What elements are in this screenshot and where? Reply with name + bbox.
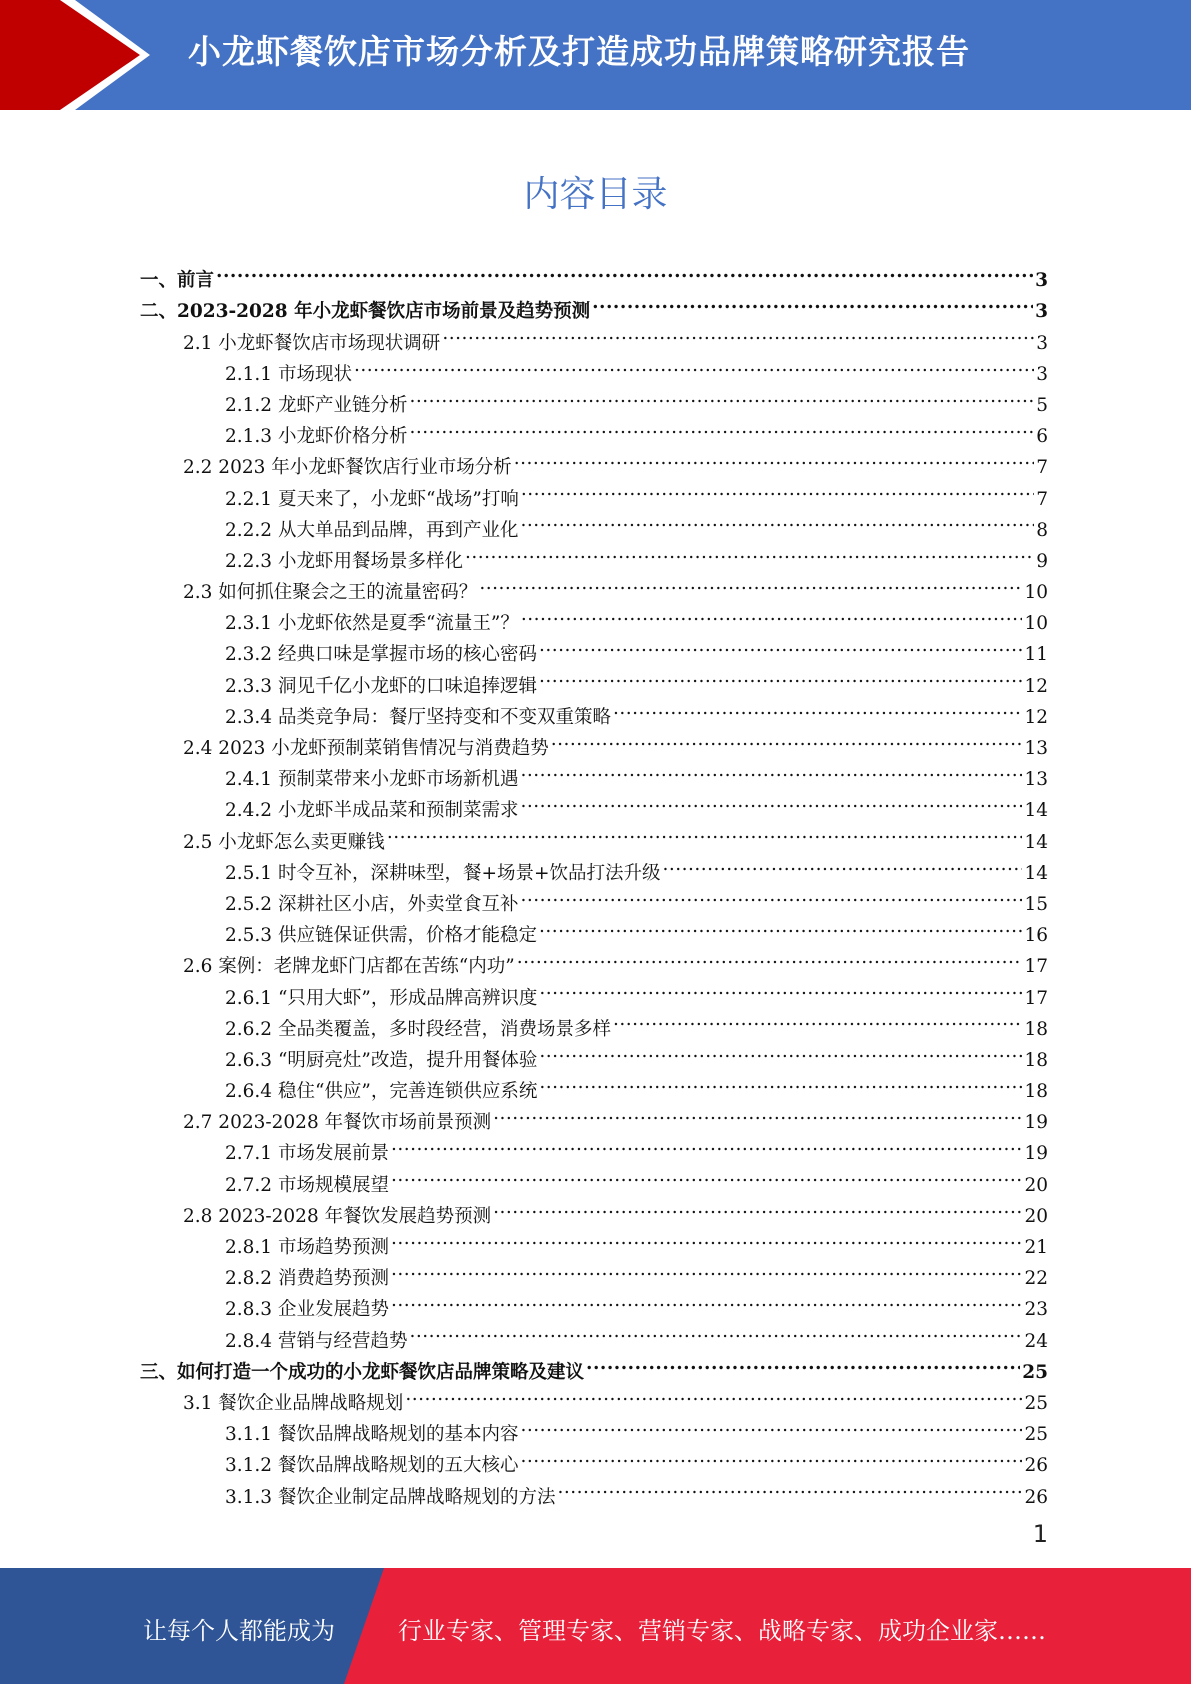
toc-entry-label: 2.4.1 预制菜带来小龙虾市场新机遇 bbox=[225, 769, 519, 791]
toc-entry-label: 2.8.4 营销与经营趋势 bbox=[225, 1330, 408, 1352]
header-banner bbox=[0, 0, 1191, 110]
toc-leader-dots bbox=[391, 1284, 1022, 1315]
toc-leader-dots bbox=[520, 1440, 1022, 1471]
toc-leader-dots bbox=[539, 660, 1022, 691]
toc-entry-page: 7 bbox=[1036, 488, 1048, 510]
toc-entry-label: 2.5 小龙虾怎么卖更赚钱 bbox=[183, 831, 385, 853]
toc-leader-dots bbox=[493, 1191, 1022, 1222]
toc-entry-page: 17 bbox=[1024, 987, 1048, 1009]
toc-entry-page: 3 bbox=[1035, 301, 1048, 323]
toc-entry-page: 18 bbox=[1024, 1049, 1048, 1071]
toc-leader-dots bbox=[387, 816, 1023, 847]
toc-entry-page: 25 bbox=[1024, 1424, 1048, 1446]
toc-entry-page: 20 bbox=[1024, 1205, 1048, 1227]
toc-leader-dots bbox=[465, 536, 1034, 567]
toc-leader-dots bbox=[409, 380, 1034, 411]
toc-leader-dots bbox=[493, 1097, 1022, 1128]
toc-entry-label: 2.5.1 时令互补，深耕味型，餐+场景+饮品打法升级 bbox=[225, 862, 661, 884]
toc-entry-page: 5 bbox=[1036, 394, 1048, 416]
toc-leader-dots bbox=[216, 255, 1033, 286]
toc-leader-dots bbox=[391, 1159, 1022, 1190]
toc-entry-page: 14 bbox=[1024, 831, 1048, 853]
toc-entry-label: 2.1.2 龙虾产业链分析 bbox=[225, 394, 408, 416]
toc-entry-page: 26 bbox=[1024, 1455, 1048, 1477]
toc-leader-dots bbox=[539, 629, 1022, 660]
toc-leader-dots bbox=[557, 1471, 1022, 1502]
toc-entry-label: 3.1.3 餐饮企业制定品牌战略规划的方法 bbox=[225, 1486, 556, 1508]
toc-entry-page: 21 bbox=[1024, 1237, 1048, 1258]
toc-entry-label: 2.3.3 洞见千亿小龙虾的口味追捧逻辑 bbox=[225, 675, 537, 697]
toc-entry-label: 2.3 如何抓住聚会之王的流量密码？ bbox=[183, 582, 478, 604]
toc-heading: 内容目录 bbox=[523, 174, 668, 215]
toc-entry-page: 6 bbox=[1036, 426, 1048, 448]
toc-leader-dots bbox=[662, 848, 1022, 879]
toc-entry-label: 2.4 2023 小龙虾预制菜销售情况与消费趋势 bbox=[183, 738, 549, 759]
toc-entry-page: 25 bbox=[1022, 1361, 1048, 1383]
toc-entry-page: 10 bbox=[1024, 613, 1048, 635]
toc-entry-page: 16 bbox=[1024, 925, 1048, 947]
toc-leader-dots bbox=[586, 1347, 1020, 1378]
toc-entry-page: 3 bbox=[1036, 363, 1048, 385]
page-number: 1 bbox=[1032, 1520, 1048, 1548]
toc-entry-page: 22 bbox=[1024, 1268, 1048, 1290]
toc-entry-page: 11 bbox=[1024, 644, 1048, 666]
toc-entry-page: 19 bbox=[1024, 1112, 1048, 1134]
toc-entry-label: 2.3.4 品类竞争局：餐厅坚持变和不变双重策略 bbox=[225, 706, 611, 728]
toc-entry-label: 2.2.1 夏天来了，小龙虾“战场”打响 bbox=[225, 488, 519, 510]
toc-leader-dots bbox=[479, 567, 1022, 598]
toc-leader-dots bbox=[391, 1253, 1022, 1284]
toc-leader-dots bbox=[520, 785, 1022, 816]
toc-entry-label: 三、如何打造一个成功的小龙虾餐饮店品牌策略及建议 bbox=[140, 1361, 585, 1383]
toc-leader-dots bbox=[539, 972, 1022, 1003]
toc-leader-dots bbox=[354, 349, 1034, 380]
toc-entry-page: 10 bbox=[1024, 582, 1048, 604]
toc-entry-page: 26 bbox=[1024, 1486, 1048, 1508]
toc-entry-page: 25 bbox=[1024, 1392, 1048, 1414]
toc-entry-label: 2.3.2 经典口味是掌握市场的核心密码 bbox=[225, 644, 537, 666]
toc-entry-page: 17 bbox=[1024, 956, 1048, 978]
toc-entry-label: 3.1.2 餐饮品牌战略规划的五大核心 bbox=[225, 1455, 519, 1477]
toc-leader-dots bbox=[521, 473, 1034, 504]
toc-leader-dots bbox=[613, 692, 1022, 723]
toc-leader-dots bbox=[551, 723, 1023, 754]
toc-entry-label: 2.4.2 小龙虾半成品菜和预制菜需求 bbox=[225, 800, 519, 822]
toc-entry-label: 一、前言 bbox=[140, 270, 215, 292]
toc-entry-label: 2.8.1 市场趋势预测 bbox=[225, 1237, 389, 1258]
toc-leader-dots bbox=[442, 317, 1034, 348]
toc-entry-page: 13 bbox=[1024, 738, 1048, 759]
toc-entry-label: 2.7.1 市场发展前景 bbox=[225, 1143, 389, 1165]
toc-leader-dots bbox=[520, 1409, 1022, 1440]
toc-entry-label: 2.6.1 “只用大虾”，形成品牌高辨识度 bbox=[225, 987, 538, 1009]
toc-entry-label: 2.7 2023-2028 年餐饮市场前景预测 bbox=[183, 1112, 492, 1134]
footer-slogan-right: 行业专家、管理专家、营销专家、战略专家、成功企业家…… bbox=[398, 1617, 1046, 1645]
toc-leader-dots bbox=[613, 1004, 1022, 1035]
header-arrow-decoration bbox=[0, 0, 150, 110]
toc-entry-page: 18 bbox=[1024, 1018, 1048, 1040]
toc-entry-label: 二、2023-2028 年小龙虾餐饮店市场前景及趋势预测 bbox=[140, 301, 591, 323]
toc-leader-dots bbox=[409, 411, 1034, 442]
toc-entry-label: 2.6 案例：老牌龙虾门店都在苦练“内功” bbox=[183, 956, 515, 978]
toc-entry-page: 20 bbox=[1024, 1174, 1048, 1196]
toc-entry-label: 2.6.3 “明厨亮灶”改造，提升用餐体验 bbox=[225, 1049, 538, 1071]
toc-entry-label: 3.1.1 餐饮品牌战略规划的基本内容 bbox=[225, 1424, 519, 1446]
toc-entry-page: 14 bbox=[1024, 862, 1048, 884]
toc-leader-dots bbox=[520, 754, 1022, 785]
toc-entry-label: 2.5.2 深耕社区小店，外卖堂食互补 bbox=[225, 893, 519, 915]
toc-entry-page: 23 bbox=[1024, 1299, 1048, 1321]
toc-entry-label: 2.2 2023 年小龙虾餐饮店行业市场分析 bbox=[183, 457, 512, 479]
toc-entry-label: 2.2.2 从大单品到品牌，再到产业化 bbox=[225, 519, 519, 541]
toc-leader-dots bbox=[592, 286, 1033, 317]
toc-entry-label: 2.1 小龙虾餐饮店市场现状调研 bbox=[183, 332, 441, 354]
toc-entry[interactable] bbox=[140, 286, 1048, 323]
toc-entry-label: 2.5.3 供应链保证供需，价格才能稳定 bbox=[225, 925, 537, 947]
toc-entry-label: 3.1 餐饮企业品牌战略规划 bbox=[183, 1392, 404, 1414]
report-title: 小龙虾餐饮店市场分析及打造成功品牌策略研究报告 bbox=[188, 32, 970, 71]
toc-entry-page: 13 bbox=[1024, 769, 1048, 791]
toc-entry-label: 2.1.1 市场现状 bbox=[225, 363, 352, 385]
toc-entry-page: 7 bbox=[1036, 457, 1048, 479]
toc-entry-page: 3 bbox=[1035, 270, 1048, 292]
toc-entry-page: 18 bbox=[1024, 1081, 1048, 1103]
toc-leader-dots bbox=[521, 598, 1023, 629]
toc-entry-label: 2.2.3 小龙虾用餐场景多样化 bbox=[225, 550, 463, 572]
toc-entry-page: 24 bbox=[1024, 1330, 1048, 1352]
toc-entry-label: 2.6.4 稳住“供应”，完善连锁供应系统 bbox=[225, 1081, 538, 1103]
toc-entry-page: 3 bbox=[1036, 332, 1048, 354]
toc-entry-label: 2.7.2 市场规模展望 bbox=[225, 1174, 389, 1196]
toc-entry-label: 2.8.2 消费趋势预测 bbox=[225, 1268, 389, 1290]
toc-leader-dots bbox=[539, 910, 1022, 941]
toc-entry-page: 12 bbox=[1024, 706, 1048, 728]
toc-entry-label: 2.6.2 全品类覆盖，多时段经营，消费场景多样 bbox=[225, 1018, 611, 1040]
toc-entry-label: 2.8.3 企业发展趋势 bbox=[225, 1299, 389, 1321]
toc-leader-dots bbox=[520, 505, 1034, 536]
toc-leader-dots bbox=[391, 1222, 1022, 1253]
toc-leader-dots bbox=[409, 1315, 1022, 1346]
toc-leader-dots bbox=[539, 1066, 1022, 1097]
toc-entry[interactable] bbox=[140, 255, 1048, 292]
footer-banner bbox=[0, 1568, 1191, 1684]
table-of-contents bbox=[140, 255, 1048, 1508]
toc-leader-dots bbox=[517, 941, 1023, 972]
toc-entry-label: 2.1.3 小龙虾价格分析 bbox=[225, 426, 408, 448]
toc-leader-dots bbox=[514, 442, 1034, 473]
toc-entry-page: 9 bbox=[1036, 550, 1048, 572]
toc-entry-page: 14 bbox=[1024, 800, 1048, 822]
toc-leader-dots bbox=[520, 879, 1022, 910]
toc-entry-label: 2.3.1 小龙虾依然是夏季“流量王”？ bbox=[225, 613, 519, 635]
toc-leader-dots bbox=[391, 1128, 1022, 1159]
toc-entry-page: 15 bbox=[1024, 893, 1048, 915]
toc-leader-dots bbox=[539, 1035, 1022, 1066]
toc-entry-page: 19 bbox=[1024, 1143, 1048, 1165]
toc-entry-page: 8 bbox=[1036, 519, 1048, 541]
toc-entry-label: 2.8 2023-2028 年餐饮发展趋势预测 bbox=[183, 1205, 492, 1227]
footer-slogan-left: 让每个人都能成为 bbox=[143, 1617, 335, 1645]
toc-entry-page: 12 bbox=[1024, 675, 1048, 697]
toc-leader-dots bbox=[405, 1378, 1022, 1409]
